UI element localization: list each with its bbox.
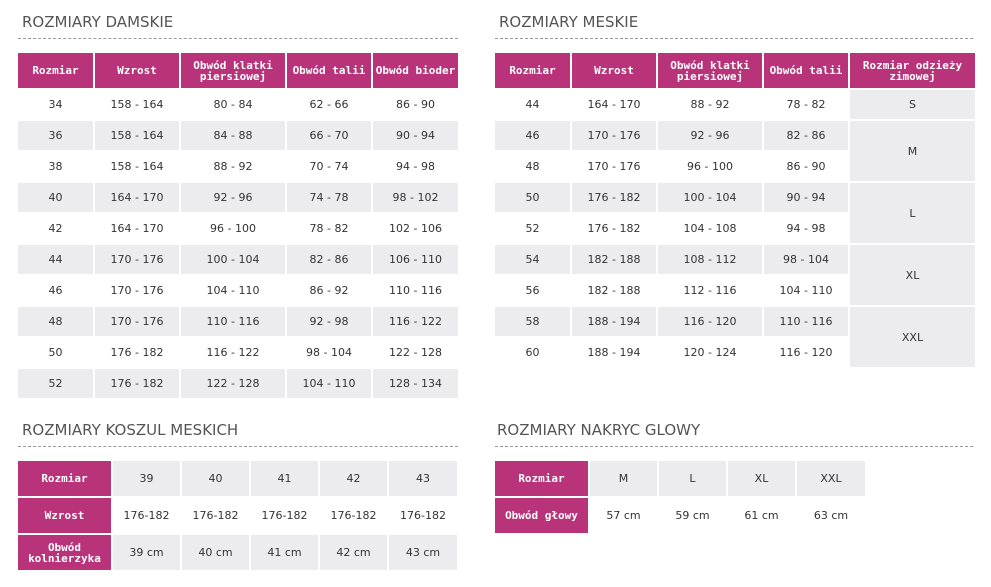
women-cell-height: 176 - 182 xyxy=(95,369,179,398)
women-cell-hips: 102 - 106 xyxy=(373,214,458,243)
hats-cell: M xyxy=(590,461,657,496)
hats-section-title: ROZMIARY NAKRYC GLOWY xyxy=(497,421,701,439)
shirts-table-row xyxy=(18,535,457,570)
women-cell-waist: 62 - 66 xyxy=(287,90,371,119)
women-table-row xyxy=(18,183,458,212)
shirts-row-label: Obwód kolnierzyka xyxy=(18,535,111,570)
women-header-hips: Obwód bioder xyxy=(373,53,458,88)
men-cell-chest: 92 - 96 xyxy=(658,121,762,150)
shirts-cell: 40 cm xyxy=(182,535,249,570)
men-table-row xyxy=(495,307,975,336)
hats-cell: 61 cm xyxy=(728,498,795,533)
women-cell-waist: 104 - 110 xyxy=(287,369,371,398)
men-cell-height: 176 - 182 xyxy=(572,183,656,212)
men-cell-chest: 120 - 124 xyxy=(658,338,762,367)
women-table-row xyxy=(18,276,458,305)
women-cell-hips: 110 - 116 xyxy=(373,276,458,305)
men-cell-winter: XL xyxy=(850,245,975,305)
women-cell-height: 170 - 176 xyxy=(95,276,179,305)
men-cell-waist: 116 - 120 xyxy=(764,338,848,367)
men-table-row xyxy=(495,90,975,119)
women-cell-size: 44 xyxy=(18,245,93,274)
men-cell-size: 52 xyxy=(495,214,570,243)
men-table-row xyxy=(495,121,975,150)
women-cell-waist: 70 - 74 xyxy=(287,152,371,181)
women-cell-chest: 100 - 104 xyxy=(181,245,285,274)
hats-table-row xyxy=(495,498,865,533)
hats-size-table xyxy=(493,459,867,535)
men-cell-winter: M xyxy=(850,121,975,181)
shirts-cell: 176-182 xyxy=(251,498,318,533)
women-size-table xyxy=(16,51,460,400)
women-cell-height: 158 - 164 xyxy=(95,90,179,119)
men-cell-waist: 94 - 98 xyxy=(764,214,848,243)
men-cell-height: 170 - 176 xyxy=(572,121,656,150)
shirts-table-row xyxy=(18,461,457,496)
women-cell-hips: 86 - 90 xyxy=(373,90,458,119)
women-cell-height: 176 - 182 xyxy=(95,338,179,367)
men-cell-size: 56 xyxy=(495,276,570,305)
shirts-table-row xyxy=(18,498,457,533)
shirts-cell: 39 cm xyxy=(113,535,180,570)
shirts-cell: 39 xyxy=(113,461,180,496)
shirts-cell: 176-182 xyxy=(389,498,457,533)
women-table-row xyxy=(18,214,458,243)
women-cell-waist: 78 - 82 xyxy=(287,214,371,243)
women-cell-height: 170 - 176 xyxy=(95,307,179,336)
women-header-height: Wzrost xyxy=(95,53,179,88)
hats-row-label: Rozmiar xyxy=(495,461,588,496)
hats-table-row xyxy=(495,461,865,496)
shirts-cell: 41 xyxy=(251,461,318,496)
men-cell-height: 164 - 170 xyxy=(572,90,656,119)
women-cell-size: 50 xyxy=(18,338,93,367)
shirts-cell: 40 xyxy=(182,461,249,496)
men-cell-waist: 110 - 116 xyxy=(764,307,848,336)
hats-cell: L xyxy=(659,461,726,496)
shirts-row-label: Wzrost xyxy=(18,498,111,533)
men-table-row xyxy=(495,245,975,274)
men-cell-size: 54 xyxy=(495,245,570,274)
hats-cell: 59 cm xyxy=(659,498,726,533)
women-table-row xyxy=(18,338,458,367)
shirts-cell: 176-182 xyxy=(320,498,387,533)
shirts-cell: 176-182 xyxy=(113,498,180,533)
women-cell-chest: 104 - 110 xyxy=(181,276,285,305)
women-cell-size: 52 xyxy=(18,369,93,398)
shirts-cell: 41 cm xyxy=(251,535,318,570)
women-cell-size: 36 xyxy=(18,121,93,150)
men-table-row xyxy=(495,183,975,212)
men-header-row xyxy=(495,53,975,88)
men-divider xyxy=(495,38,973,39)
women-section-title: ROZMIARY DAMSKIE xyxy=(22,13,174,31)
hats-row-label: Obwód głowy xyxy=(495,498,588,533)
women-cell-height: 158 - 164 xyxy=(95,121,179,150)
women-cell-waist: 98 - 104 xyxy=(287,338,371,367)
women-cell-height: 158 - 164 xyxy=(95,152,179,181)
women-cell-waist: 92 - 98 xyxy=(287,307,371,336)
shirts-size-table xyxy=(16,459,459,572)
hats-cell: XL xyxy=(728,461,795,496)
men-cell-height: 182 - 188 xyxy=(572,276,656,305)
women-cell-hips: 122 - 128 xyxy=(373,338,458,367)
men-cell-size: 60 xyxy=(495,338,570,367)
men-cell-chest: 108 - 112 xyxy=(658,245,762,274)
men-cell-size: 48 xyxy=(495,152,570,181)
women-cell-waist: 86 - 92 xyxy=(287,276,371,305)
women-header-chest: Obwód klatki piersiowej xyxy=(181,53,285,88)
hats-cell: 63 cm xyxy=(797,498,865,533)
women-cell-size: 48 xyxy=(18,307,93,336)
men-header-height: Wzrost xyxy=(572,53,656,88)
men-header-chest: Obwód klatki piersiowej xyxy=(658,53,762,88)
shirts-cell: 42 xyxy=(320,461,387,496)
women-header-size: Rozmiar xyxy=(18,53,93,88)
women-cell-waist: 74 - 78 xyxy=(287,183,371,212)
men-cell-winter: L xyxy=(850,183,975,243)
men-cell-waist: 104 - 110 xyxy=(764,276,848,305)
women-cell-chest: 116 - 122 xyxy=(181,338,285,367)
men-cell-chest: 88 - 92 xyxy=(658,90,762,119)
men-header-winter: Rozmiar odzieży zimowej xyxy=(850,53,975,88)
women-cell-height: 164 - 170 xyxy=(95,183,179,212)
men-section-title: ROZMIARY MESKIE xyxy=(499,13,639,31)
women-cell-chest: 84 - 88 xyxy=(181,121,285,150)
men-cell-chest: 112 - 116 xyxy=(658,276,762,305)
women-cell-size: 42 xyxy=(18,214,93,243)
women-cell-chest: 92 - 96 xyxy=(181,183,285,212)
men-cell-waist: 82 - 86 xyxy=(764,121,848,150)
men-cell-chest: 116 - 120 xyxy=(658,307,762,336)
men-cell-height: 188 - 194 xyxy=(572,307,656,336)
women-cell-waist: 66 - 70 xyxy=(287,121,371,150)
shirts-section-title: ROZMIARY KOSZUL MESKICH xyxy=(22,421,239,439)
men-cell-waist: 98 - 104 xyxy=(764,245,848,274)
women-table-row xyxy=(18,307,458,336)
women-cell-chest: 88 - 92 xyxy=(181,152,285,181)
women-cell-chest: 96 - 100 xyxy=(181,214,285,243)
men-cell-chest: 104 - 108 xyxy=(658,214,762,243)
women-table-row xyxy=(18,245,458,274)
hats-cell: 57 cm xyxy=(590,498,657,533)
women-header-waist: Obwód talii xyxy=(287,53,371,88)
women-table-row xyxy=(18,369,458,398)
women-header-row xyxy=(18,53,458,88)
shirts-divider xyxy=(18,446,458,447)
hats-cell: XXL xyxy=(797,461,865,496)
women-cell-chest: 110 - 116 xyxy=(181,307,285,336)
women-cell-waist: 82 - 86 xyxy=(287,245,371,274)
men-cell-winter: XXL xyxy=(850,307,975,367)
men-cell-waist: 90 - 94 xyxy=(764,183,848,212)
women-cell-hips: 98 - 102 xyxy=(373,183,458,212)
shirts-cell: 43 cm xyxy=(389,535,457,570)
women-cell-hips: 106 - 110 xyxy=(373,245,458,274)
men-cell-size: 44 xyxy=(495,90,570,119)
women-cell-hips: 94 - 98 xyxy=(373,152,458,181)
hats-divider xyxy=(495,446,973,447)
men-cell-waist: 78 - 82 xyxy=(764,90,848,119)
men-cell-size: 50 xyxy=(495,183,570,212)
shirts-cell: 43 xyxy=(389,461,457,496)
men-cell-height: 188 - 194 xyxy=(572,338,656,367)
shirts-cell: 176-182 xyxy=(182,498,249,533)
women-divider xyxy=(18,38,458,39)
shirts-row-label: Rozmiar xyxy=(18,461,111,496)
shirts-cell: 42 cm xyxy=(320,535,387,570)
men-cell-chest: 96 - 100 xyxy=(658,152,762,181)
women-table-row xyxy=(18,121,458,150)
men-cell-size: 46 xyxy=(495,121,570,150)
women-cell-height: 170 - 176 xyxy=(95,245,179,274)
women-cell-hips: 128 - 134 xyxy=(373,369,458,398)
men-header-waist: Obwód talii xyxy=(764,53,848,88)
men-cell-chest: 100 - 104 xyxy=(658,183,762,212)
men-header-size: Rozmiar xyxy=(495,53,570,88)
men-cell-winter: S xyxy=(850,90,975,119)
men-cell-height: 182 - 188 xyxy=(572,245,656,274)
women-cell-height: 164 - 170 xyxy=(95,214,179,243)
women-cell-chest: 122 - 128 xyxy=(181,369,285,398)
women-cell-chest: 80 - 84 xyxy=(181,90,285,119)
men-cell-height: 176 - 182 xyxy=(572,214,656,243)
men-size-table xyxy=(493,51,977,369)
men-cell-size: 58 xyxy=(495,307,570,336)
women-cell-size: 38 xyxy=(18,152,93,181)
women-cell-size: 40 xyxy=(18,183,93,212)
women-table-row xyxy=(18,152,458,181)
women-cell-size: 34 xyxy=(18,90,93,119)
men-cell-height: 170 - 176 xyxy=(572,152,656,181)
women-cell-hips: 90 - 94 xyxy=(373,121,458,150)
women-cell-hips: 116 - 122 xyxy=(373,307,458,336)
men-cell-waist: 86 - 90 xyxy=(764,152,848,181)
women-table-row xyxy=(18,90,458,119)
women-cell-size: 46 xyxy=(18,276,93,305)
